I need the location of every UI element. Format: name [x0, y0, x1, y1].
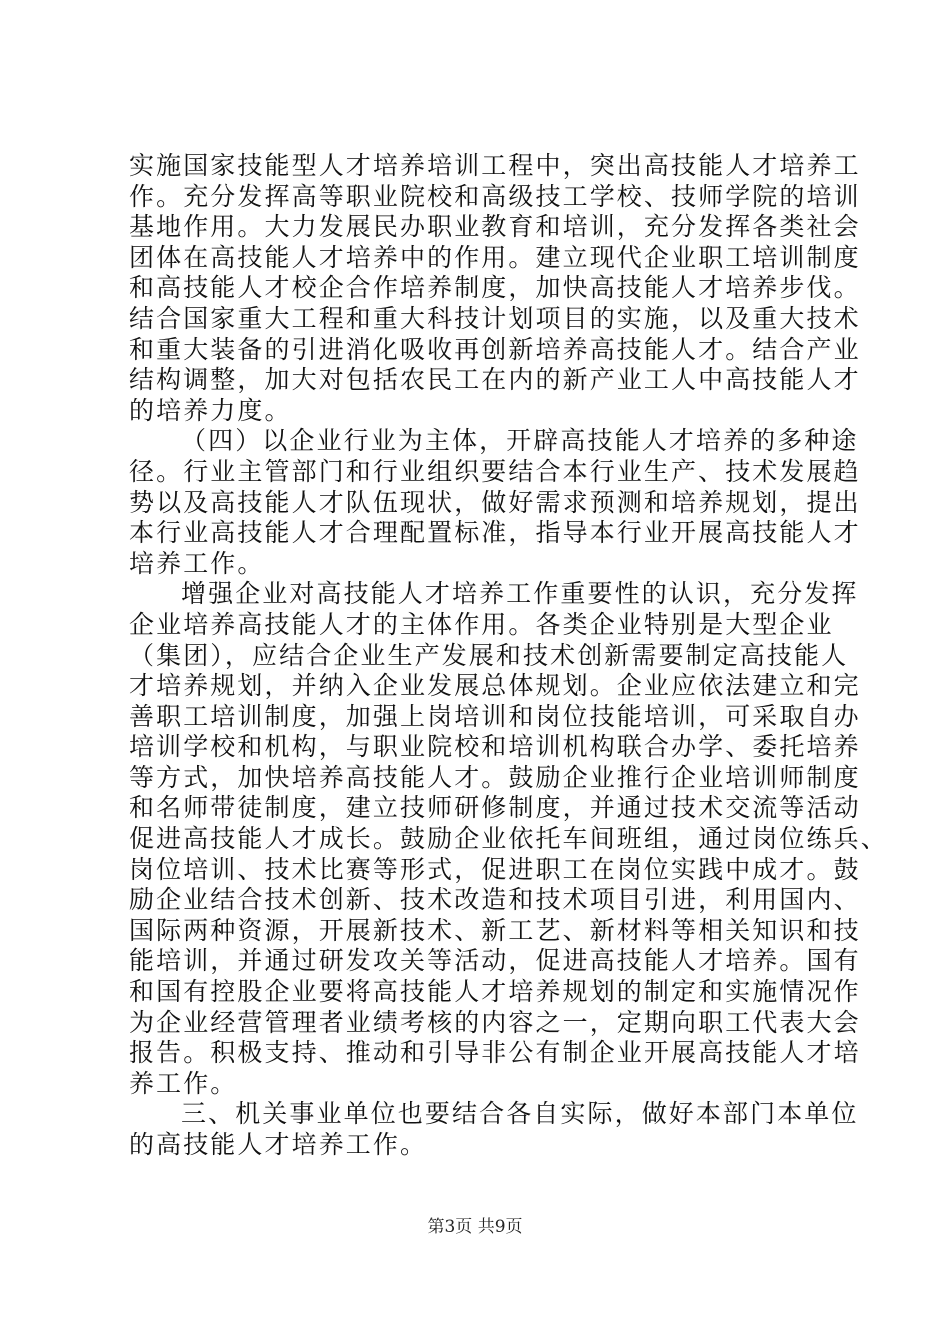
- document-body: [129, 151, 888, 1161]
- text-line: 企业培养高技能人才的主体作用。各类企业特别是大型企业: [129, 609, 834, 639]
- text-line: 养工作。: [129, 1068, 238, 1098]
- text-line: 作。充分发挥高等职业院校和高级技工学校、技师学院的培训: [129, 181, 861, 211]
- text-line: 善职工培训制度，加强上岗培训和岗位技能培训，可采取自办: [129, 701, 861, 731]
- text-line: 才培养规划，并纳入企业发展总体规划。企业应依法建立和完: [129, 671, 861, 701]
- text-line: 培养工作。: [129, 548, 265, 578]
- text-line: 的培养力度。: [129, 395, 292, 425]
- text-line: 报告。积极支持、推动和引导非公有制企业开展高技能人才培: [129, 1038, 861, 1068]
- text-line: 三、机关事业单位也要结合各自实际，做好本部门本单位: [181, 1099, 859, 1129]
- text-line: 为企业经营管理者业绩考核的内容之一，定期向职工代表大会: [129, 1007, 861, 1037]
- text-line: 培训学校和机构，与职业院校和培训机构联合办学、委托培养: [129, 732, 861, 762]
- text-line: 国际两种资源，开展新技术、新工艺、新材料等相关知识和技: [129, 915, 861, 945]
- text-line: 和高技能人才校企合作培养制度，加快高技能人才培养步伐。: [129, 273, 861, 303]
- text-line: 岗位培训、技术比赛等形式，促进职工在岗位实践中成才。鼓: [129, 854, 861, 884]
- text-line: 和重大装备的引进消化吸收再创新培养高技能人才。结合产业: [129, 334, 861, 364]
- text-line: 增强企业对高技能人才培养工作重要性的认识，充分发挥: [181, 579, 859, 609]
- text-line: 励企业结合技术创新、技术改造和技术项目引进，利用国内、: [129, 885, 861, 915]
- text-line: （集团），应结合企业生产发展和技术创新需要制定高技能人: [129, 640, 849, 670]
- text-line: 团体在高技能人才培养中的作用。建立现代企业职工培训制度: [129, 242, 861, 272]
- text-line: 能培训，并通过研发攻关等活动，促进高技能人才培养。国有: [129, 946, 861, 976]
- text-line: 实施国家技能型人才培养培训工程中，突出高技能人才培养工: [129, 151, 861, 180]
- text-line: 结合国家重大工程和重大科技计划项目的实施，以及重大技术: [129, 303, 861, 333]
- text-line: 和名师带徒制度，建立技师研修制度，并通过技术交流等活动: [129, 793, 861, 823]
- text-line: 和国有控股企业要将高技能人才培养规划的制定和实施情况作: [129, 977, 861, 1007]
- text-line: 本行业高技能人才合理配置标准，指导本行业开展高技能人才: [129, 518, 861, 548]
- page-footer: 第3页 共9页: [427, 1217, 523, 1237]
- text-line: 的高技能人才培养工作。: [129, 1130, 428, 1159]
- text-line: 结构调整，加大对包括农民工在内的新产业工人中高技能人才: [129, 365, 861, 395]
- text-line: 促进高技能人才成长。鼓励企业依托车间班组，通过岗位练兵、: [129, 824, 888, 854]
- text-line: 基地作用。大力发展民办职业教育和培训，充分发挥各类社会: [129, 212, 861, 242]
- text-line: 势以及高技能人才队伍现状，做好需求预测和培养规划，提出: [129, 487, 861, 517]
- text-line: 等方式，加快培养高技能人才。鼓励企业推行企业培训师制度: [129, 762, 861, 792]
- text-line: 径。行业主管部门和行业组织要结合本行业生产、技术发展趋: [129, 456, 861, 486]
- text-line: （四）以企业行业为主体，开辟高技能人才培养的多种途: [181, 426, 859, 456]
